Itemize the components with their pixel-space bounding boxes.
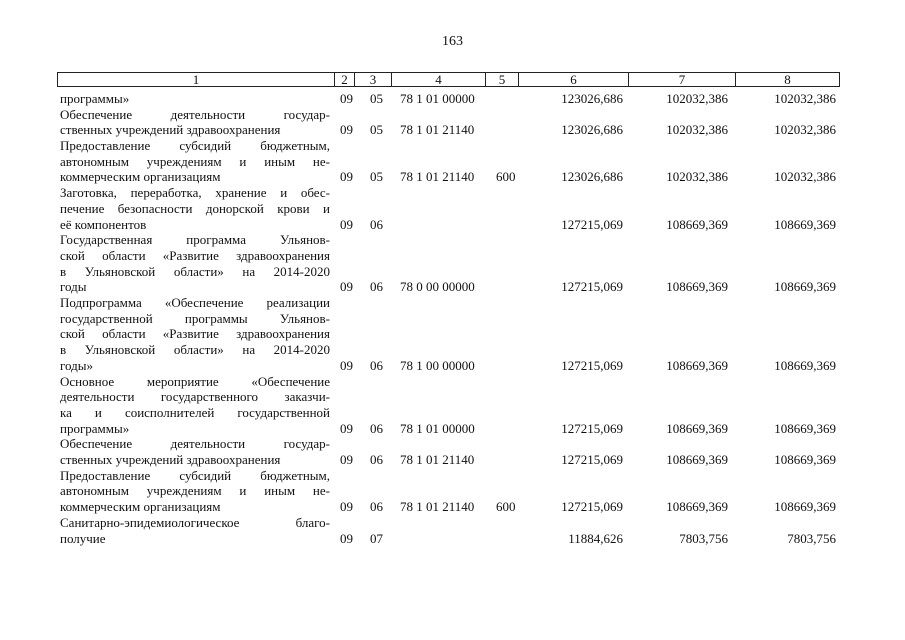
cell-col-3: 06 bbox=[370, 216, 383, 232]
row-name bbox=[60, 468, 330, 515]
row-name-line: Государственная программа Ульянов- bbox=[60, 232, 330, 248]
page-number: 163 bbox=[442, 34, 463, 49]
row-name bbox=[60, 436, 330, 467]
cell-col-3: 06 bbox=[370, 420, 383, 436]
row-name-line: годы» bbox=[60, 357, 93, 373]
row-name bbox=[60, 515, 330, 546]
table-row bbox=[0, 374, 905, 437]
cell-col-8: 7803,756 bbox=[787, 530, 836, 546]
cell-col-7: 102032,386 bbox=[666, 122, 728, 138]
header-col-2: 2 bbox=[335, 73, 355, 86]
header-col-8: 8 bbox=[784, 72, 791, 87]
cell-col-8: 108669,369 bbox=[774, 279, 836, 295]
row-name-line: годы bbox=[60, 279, 87, 295]
cell-col-8: 102032,386 bbox=[774, 122, 836, 138]
table-row bbox=[0, 138, 905, 185]
row-name-line: получие bbox=[60, 530, 106, 546]
row-name-line: Предоставление субсидий бюджетным, bbox=[60, 467, 330, 483]
cell-col-8: 108669,369 bbox=[774, 452, 836, 468]
cell-col-6: 123026,686 bbox=[561, 91, 623, 106]
cell-col-3: 05 bbox=[370, 169, 383, 185]
table-row bbox=[0, 468, 905, 515]
cell-col-6: 127215,069 bbox=[561, 216, 623, 232]
row-name-line: ственных учреждений здравоохранения bbox=[60, 452, 281, 468]
cell-col-2: 09 bbox=[340, 357, 353, 373]
row-name bbox=[60, 91, 330, 107]
cell-col-6: 127215,069 bbox=[561, 499, 623, 515]
cell-col-7: 108669,369 bbox=[666, 357, 728, 373]
cell-col-7: 108669,369 bbox=[666, 499, 728, 515]
header-col-3: 3 bbox=[355, 73, 392, 86]
row-name-line: ской области «Развитие здравоохранения bbox=[60, 326, 330, 342]
row-name bbox=[60, 138, 330, 185]
cell-col-6: 127215,069 bbox=[561, 452, 623, 468]
cell-col-2: 09 bbox=[340, 169, 353, 185]
cell-col-2: 09 bbox=[340, 452, 353, 468]
row-name bbox=[60, 107, 330, 138]
header-col-7: 7 bbox=[629, 73, 736, 86]
cell-col-7: 108669,369 bbox=[666, 452, 728, 468]
cell-col-8: 108669,369 bbox=[774, 499, 836, 515]
table-row bbox=[0, 91, 905, 107]
row-name-line: программы» bbox=[60, 91, 130, 106]
row-name-line: Предоставление субсидий бюджетным, bbox=[60, 138, 330, 154]
cell-col-6: 127215,069 bbox=[561, 420, 623, 436]
table-row bbox=[0, 232, 905, 295]
row-name-line: коммерческим организациям bbox=[60, 169, 221, 185]
cell-col-6: 11884,626 bbox=[568, 530, 623, 546]
cell-col-2: 09 bbox=[340, 122, 353, 138]
row-name-line: автономным учреждениям и иным не- bbox=[60, 483, 330, 499]
cell-col-8: 108669,369 bbox=[774, 216, 836, 232]
row-name-line: в Ульяновской области» на 2014-2020 bbox=[60, 263, 330, 279]
header-col-1: 1 bbox=[58, 73, 335, 86]
cell-col-3: 06 bbox=[370, 357, 383, 373]
cell-col-6: 123026,686 bbox=[561, 122, 623, 138]
cell-col-4: 78 1 01 21140 bbox=[400, 499, 475, 515]
row-name-line: автономным учреждениям и иным не- bbox=[60, 153, 330, 169]
cell-col-3: 05 bbox=[370, 122, 383, 138]
table-row bbox=[0, 107, 905, 138]
row-name-line: Подпрограмма «Обеспечение реализации bbox=[60, 295, 330, 311]
cell-col-8: 108669,369 bbox=[774, 357, 836, 373]
row-name bbox=[60, 295, 330, 373]
row-name-line: печение безопасности донорской крови и bbox=[60, 200, 330, 216]
row-name bbox=[60, 374, 330, 437]
table-row bbox=[0, 436, 905, 467]
row-name-line: деятельности государственного заказчи- bbox=[60, 389, 330, 405]
row-name-line: государственной программы Ульянов- bbox=[60, 310, 330, 326]
row-name-line: её компонентов bbox=[60, 216, 147, 232]
cell-col-4: 78 1 01 21140 bbox=[400, 122, 475, 138]
cell-col-3: 05 bbox=[370, 91, 383, 106]
table-row bbox=[0, 295, 905, 374]
cell-col-7: 108669,369 bbox=[666, 216, 728, 232]
header-col-4: 4 bbox=[392, 73, 486, 86]
cell-col-2: 09 bbox=[340, 420, 353, 436]
row-name-line: Обеспечение деятельности государ- bbox=[60, 436, 330, 452]
row-name-line: Санитарно-эпидемиологическое благо- bbox=[60, 514, 330, 530]
cell-col-4: 78 1 01 21140 bbox=[400, 452, 475, 468]
cell-col-2: 09 bbox=[340, 279, 353, 295]
cell-col-2: 09 bbox=[340, 499, 353, 515]
row-name-line: ка и соисполнителей государственной bbox=[60, 404, 330, 420]
row-name-line: Основное мероприятие «Обеспечение bbox=[60, 373, 330, 389]
cell-col-7: 7803,756 bbox=[679, 530, 728, 546]
cell-col-8: 108669,369 bbox=[774, 420, 836, 436]
row-name bbox=[60, 185, 330, 232]
row-name-line: в Ульяновской области» на 2014-2020 bbox=[60, 342, 330, 358]
cell-col-4: 78 1 01 00000 bbox=[400, 91, 475, 106]
cell-col-3: 06 bbox=[370, 499, 383, 515]
cell-col-7: 108669,369 bbox=[666, 420, 728, 436]
row-name-line: коммерческим организациям bbox=[60, 499, 221, 515]
cell-col-4: 78 1 00 00000 bbox=[400, 357, 475, 373]
header-col-6: 6 bbox=[519, 73, 629, 86]
row-name-line: Заготовка, переработка, хранение и обес- bbox=[60, 185, 330, 201]
cell-col-8: 102032,386 bbox=[774, 169, 836, 185]
cell-col-3: 06 bbox=[370, 279, 383, 295]
table-header-row bbox=[57, 72, 840, 87]
row-name bbox=[60, 232, 330, 295]
header-col-5: 5 bbox=[486, 73, 519, 86]
cell-col-3: 07 bbox=[370, 530, 383, 546]
row-name-line: Обеспечение деятельности государ- bbox=[60, 106, 330, 122]
table-row bbox=[0, 185, 905, 232]
cell-col-5: 600 bbox=[496, 169, 516, 185]
cell-col-8: 102032,386 bbox=[774, 91, 836, 106]
cell-col-6: 123026,686 bbox=[561, 169, 623, 185]
cell-col-2: 09 bbox=[340, 216, 353, 232]
cell-col-3: 06 bbox=[370, 452, 383, 468]
cell-col-6: 127215,069 bbox=[561, 279, 623, 295]
cell-col-7: 102032,386 bbox=[666, 91, 728, 106]
cell-col-4: 78 1 01 21140 bbox=[400, 169, 475, 185]
cell-col-4: 78 0 00 00000 bbox=[400, 279, 475, 295]
cell-col-7: 108669,369 bbox=[666, 279, 728, 295]
cell-col-6: 127215,069 bbox=[561, 357, 623, 373]
row-name-line: ской области «Развитие здравоохранения bbox=[60, 247, 330, 263]
cell-col-7: 102032,386 bbox=[666, 169, 728, 185]
row-name-line: ственных учреждений здравоохранения bbox=[60, 122, 281, 138]
row-name-line: программы» bbox=[60, 420, 130, 436]
cell-col-2: 09 bbox=[340, 91, 353, 106]
cell-col-2: 09 bbox=[340, 530, 353, 546]
cell-col-5: 600 bbox=[496, 499, 516, 515]
cell-col-4: 78 1 01 00000 bbox=[400, 420, 475, 436]
table-row bbox=[0, 515, 905, 546]
